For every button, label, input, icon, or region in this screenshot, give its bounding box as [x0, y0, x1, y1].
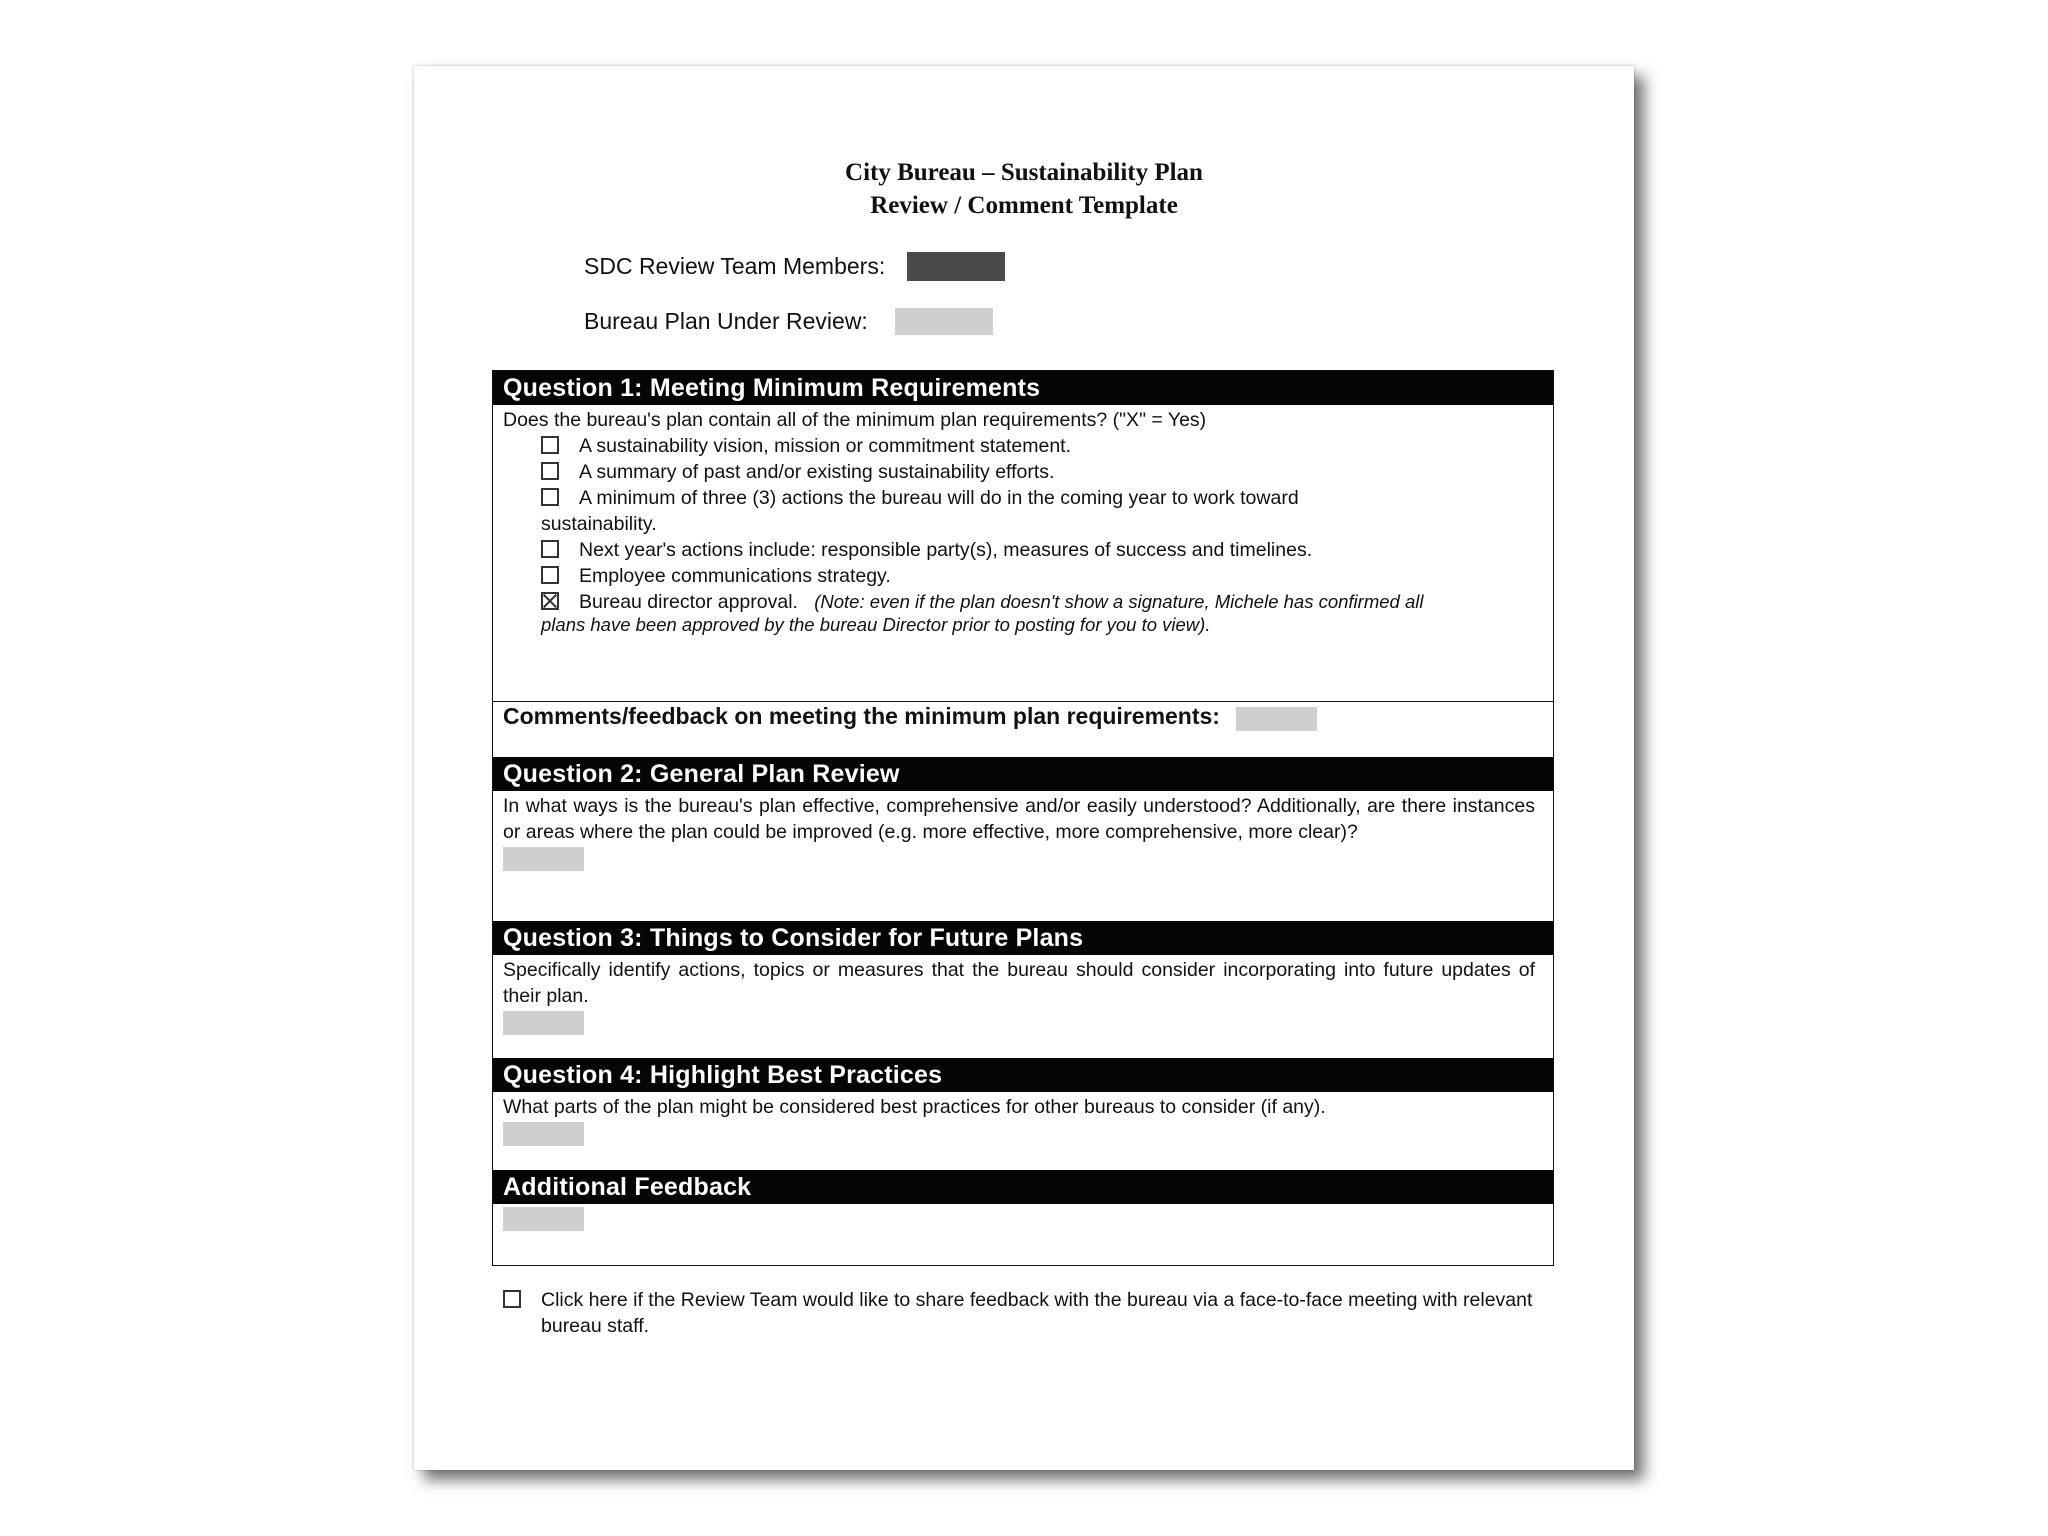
title-line-1: City Bureau – Sustainability Plan: [845, 159, 1203, 186]
additional-feedback-body: [503, 1205, 1535, 1231]
review-team-field-redacted[interactable]: [907, 252, 1005, 281]
q1-item-label: A summary of past and/or existing sustainability efforts.: [579, 461, 1055, 483]
meeting-option-row: [503, 1287, 1535, 1339]
q1-item-label: Employee communications strategy.: [579, 565, 891, 587]
q1-checkbox-vision[interactable]: [541, 436, 559, 454]
document-page: [414, 66, 1634, 1470]
review-team-row: [584, 252, 1005, 281]
additional-feedback-heading: Additional Feedback: [493, 1170, 1553, 1204]
q1-note-line-2: plans have been approved by the bureau Director prior to posting for you to view).: [541, 614, 1211, 635]
additional-feedback-field-redacted[interactable]: [503, 1207, 584, 1231]
q1-item-label: A minimum of three (3) actions the bureau will do in the coming year to work toward: [579, 487, 1299, 509]
q1-item-label: Next year's actions include: responsible party(s), measures of success and timelines.: [579, 539, 1313, 561]
q1-item-label: A sustainability vision, mission or commitment statement.: [579, 435, 1072, 457]
q1-item-communications: [541, 563, 1535, 589]
q1-item-summary: [541, 459, 1535, 485]
q1-checkbox-next-year[interactable]: [541, 540, 559, 558]
q1-item-vision: [541, 433, 1535, 459]
q2-prompt: In what ways is the bureau's plan effective, comprehensive and/or easily understood? Additionally, are there instances or areas where the plan could be improved (e.g. more effective, more comprehensive, more clear)?: [503, 795, 1535, 843]
q1-divider: [493, 701, 1553, 702]
q1-comments-label: Comments/feedback on meeting the minimum plan requirements:: [503, 703, 1220, 729]
q1-checkbox-actions[interactable]: [541, 488, 559, 506]
plan-under-review-field-redacted[interactable]: [895, 308, 993, 335]
q1-heading: Question 1: Meeting Minimum Requirements: [493, 371, 1553, 405]
q1-item-actions-continued: sustainability.: [541, 513, 657, 535]
plan-under-review-label: Bureau Plan Under Review:: [584, 308, 868, 334]
document-title: [414, 156, 1634, 222]
q2-heading: Question 2: General Plan Review: [493, 757, 1553, 791]
q4-body: [503, 1094, 1535, 1146]
q3-body: [503, 957, 1535, 1035]
q1-note-line-1: (Note: even if the plan doesn't show a signature, Michele has confirmed all: [814, 591, 1424, 612]
q1-item-next-year: [541, 537, 1535, 563]
review-form: [492, 370, 1554, 1337]
q2-response-field-redacted[interactable]: [503, 847, 584, 871]
meeting-option-label: Click here if the Review Team would like to share feedback with the bureau via a face-to-face meeting with relevant bureau staff.: [541, 1289, 1533, 1337]
title-line-2: Review / Comment Template: [870, 192, 1178, 219]
q1-item-director-approval: [541, 589, 1535, 615]
plan-under-review-row: [584, 308, 993, 335]
q3-heading: Question 3: Things to Consider for Future Plans: [493, 921, 1553, 955]
review-team-label: SDC Review Team Members:: [584, 253, 886, 279]
q1-checkbox-director-approval[interactable]: [541, 592, 559, 610]
q1-checkbox-summary[interactable]: [541, 462, 559, 480]
q3-response-field-redacted[interactable]: [503, 1011, 584, 1035]
meeting-option-checkbox[interactable]: [503, 1290, 521, 1308]
q1-comments-field-redacted[interactable]: [1236, 707, 1317, 731]
q3-prompt: Specifically identify actions, topics or measures that the bureau should consider incorporating into future updates of their plan.: [503, 959, 1535, 1007]
q1-body: [503, 407, 1535, 635]
q1-item-label: Bureau director approval.: [579, 591, 798, 613]
q1-item-actions: [541, 485, 1535, 511]
q4-heading: Question 4: Highlight Best Practices: [493, 1058, 1553, 1092]
q4-response-field-redacted[interactable]: [503, 1122, 584, 1146]
q1-checkbox-communications[interactable]: [541, 566, 559, 584]
q1-comments-row: [503, 703, 1535, 731]
q4-prompt: What parts of the plan might be considered best practices for other bureaus to consider (if any).: [503, 1096, 1326, 1118]
q2-body: [503, 793, 1535, 871]
q1-prompt: Does the bureau's plan contain all of the minimum plan requirements? ("X" = Yes): [503, 409, 1207, 431]
